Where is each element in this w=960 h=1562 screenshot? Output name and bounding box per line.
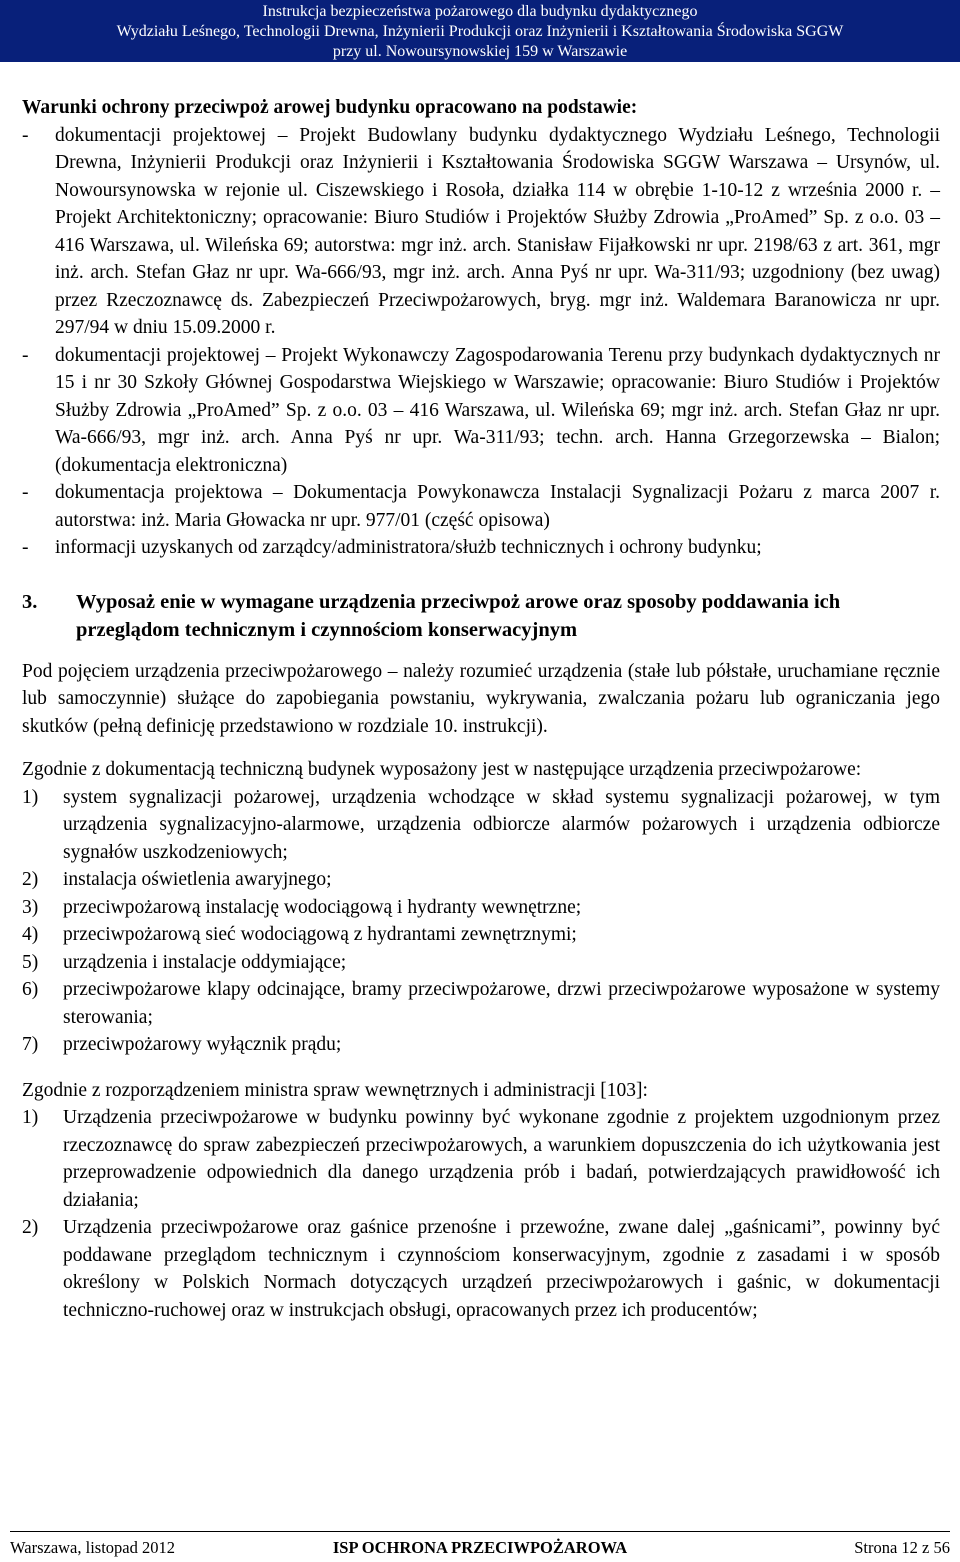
- header-faculty-line: Wydziału Leśnego, Technologii Drewna, Inżynierii Produkcji oraz Inżynierii i Kształtowania Środowiska SGGW: [116, 23, 844, 40]
- equipment-text: urządzenia i instalacje oddymiające;: [63, 951, 347, 973]
- list-marker: 5): [22, 951, 39, 973]
- list-marker: -: [22, 537, 29, 558]
- sources-list: [22, 122, 940, 562]
- source-text: informacji uzyskanych od zarządcy/administratora/służb technicznych i ochrony budynku;: [55, 537, 762, 558]
- section-3-heading: [22, 588, 940, 644]
- page-header: [0, 0, 960, 62]
- source-text: dokumentacji projektowej – Projekt Wykonawczy Zagospodarowania Terenu przy budynkach dydaktycznych nr 15 i nr 30 Szkoły Głównej Gospodarstwa Wiejskiego w Warszawie; opracowanie: Biuro Studiów i Projektów Służby Zdrowia „ProAmed” Sp. z o.o. 03 – 416 Warszawa, ul. Wileńska 69; mgr inż. arch. Stefan Głaz nr upr. Wa-666/93, mgr inż. arch. Anna Pyś nr upr. Wa-311/93; techn. arch. Hanna Grzegorzewska – Bialon; (dokumentacja elektroniczna): [55, 344, 940, 476]
- equipment-item: [22, 894, 940, 922]
- list-marker: 3): [22, 896, 39, 918]
- source-text: dokumentacji projektowej – Projekt Budowlany budynku dydaktycznego Wydziału Leśnego, Technologii Drewna, Inżynierii Produkcji oraz Inżynierii i Kształtowania Środowiska SGGW Warszawa – Ursynów, ul. Nowoursynowska w rejonie ul. Ciszewskiego i Rosoła, działka 114 w obrębie 1-10-12 z września 2000 r. – Projekt Architektoniczny; opracowanie: Biuro Studiów i Projektów Służby Zdrowia „ProAmed” Sp. z o.o. 03 – 416 Warszawa, ul. Wileńska 69; autorstwa: mgr inż. arch. Stanisław Fijałkowski nr upr. 2198/63 z art. 361, mgr inż. arch. Stefan Głaz nr upr. Wa-666/93, mgr inż. arch. Anna Pyś nr upr. Wa-311/93; uzgodniony (bez uwag) przez Rzeczoznawcę ds. Zabezpieczeń Przeciwpożarowych, bryg. mgr inż. Waldemara Baranowicza nr upr. 297/94 w dniu 15.09.2000 r.: [55, 124, 940, 338]
- equipment-item: [22, 921, 940, 949]
- regulation-intro: Zgodnie z rozporządzeniem ministra spraw wewnętrznych i administracji [103]:: [22, 1079, 648, 1101]
- page-footer: [10, 1531, 950, 1562]
- list-marker: 2): [22, 1217, 39, 1238]
- equipment-text: przeciwpożarową instalację wodociągową i hydranty wewnętrzne;: [63, 896, 582, 918]
- section-3-body: [22, 658, 940, 1325]
- list-marker: 4): [22, 924, 39, 945]
- equipment-text: przeciwpożarowe klapy odcinające, bramy przeciwpożarowe, drzwi przeciwpożarowe wyposażone w systemy sterowania;: [63, 979, 940, 1028]
- source-item: [22, 342, 940, 480]
- footer-document-title: ISP OCHRONA PRZECIWPOŻAROWA: [332, 1538, 628, 1557]
- definition-paragraph: Pod pojęciem urządzenia przeciwpożarowego – należy rozumieć urządzenia (stałe lub półstałe, uruchamiane ręcznie lub samoczynnie) służące do zapobiegania powstaniu, wykrywania, zwalczania pożaru lub ograniczania jego skutków (pełną definicję przedstawiono w rozdziale 10. instrukcji).: [22, 660, 940, 737]
- list-marker: -: [22, 124, 29, 146]
- equipment-item: [22, 1031, 940, 1059]
- list-marker: 1): [22, 1107, 39, 1128]
- list-marker: 6): [22, 979, 39, 1000]
- regulation-text: Urządzenia przeciwpożarowe w budynku powinny być wykonane zgodnie z projektem uzgodnionym przez rzeczoznawcę do spraw zabezpieczeń przeciwpożarowych, a warunkiem dopuszczenia do ich użytkowania jest przeprowadzenie odpowiednich dla danego urządzenia prób i badań, potwierdzających prawidłowość ich działania;: [63, 1107, 940, 1211]
- equipment-text: przeciwpożarową sieć wodociągową z hydrantami zewnętrznymi;: [63, 924, 577, 945]
- regulation-item: [22, 1214, 940, 1324]
- regulation-text: Urządzenia przeciwpożarowe oraz gaśnice przenośne i przewoźne, zwane dalej „gaśnicami”, powinny być poddawane przeglądom technicznym i czynnościom konserwacyjnym, zgodnie z zasadami i w sposób określony w Polskich Normach dotyczących urządzeń przeciwpożarowych i gaśnic, w dokumentacji techniczno-ruchowej oraz w instrukcjach obsługi, opracowanych przez ich producentów;: [63, 1217, 940, 1321]
- equipment-intro: Zgodnie z dokumentacją techniczną budynek wyposażony jest w następujące urządzenia przeciwpożarowe:: [22, 759, 862, 780]
- list-marker: -: [22, 344, 29, 366]
- equipment-item: [22, 976, 940, 1031]
- equipment-text: przeciwpożarowy wyłącznik prądu;: [63, 1034, 342, 1055]
- footer-date: Warszawa, listopad 2012: [10, 1538, 175, 1557]
- source-item: [22, 479, 940, 534]
- header-address-line: przy ul. Nowoursynowskiej 159 w Warszawie: [332, 43, 628, 60]
- equipment-item: [22, 949, 940, 977]
- source-item: [22, 122, 940, 342]
- list-marker: 1): [22, 786, 39, 808]
- equipment-list: [22, 784, 940, 1059]
- sources-heading: Warunki ochrony przeciwpoż arowej budynku opracowano na podstawie:: [22, 97, 638, 118]
- equipment-text: system sygnalizacji pożarowej, urządzenia wchodzące w skład systemu sygnalizacji pożarowej, w tym urządzenia sygnalizacyjno-alarmowe, urządzenia odbiorcze alarmów pożarowych i urządzenia odbiorcze sygnałów uszkodzeniowych;: [63, 786, 940, 863]
- header-title-line: Instrukcja bezpieczeństwa pożarowego dla budynku dydaktycznego: [262, 3, 698, 20]
- footer-page-number: Strona 12 z 56: [854, 1538, 950, 1557]
- source-item: [22, 534, 940, 562]
- equipment-item: [22, 784, 940, 867]
- regulation-item: [22, 1104, 940, 1214]
- equipment-item: [22, 866, 940, 894]
- equipment-text: instalacja oświetlenia awaryjnego;: [63, 869, 332, 890]
- section-number: 3.: [22, 590, 38, 613]
- regulation-list: [22, 1104, 940, 1324]
- list-marker: 2): [22, 869, 39, 890]
- source-text: dokumentacja projektowa – Dokumentacja Powykonawcza Instalacji Sygnalizacji Pożaru z marca 2007 r. autorstwa: inż. Maria Głowacka nr upr. 977/01 (część opisowa): [55, 482, 940, 531]
- section-title: Wyposaż enie w wymagane urządzenia przeciwpoż arowe oraz sposoby poddawania ich przeglądom technicznym i czynnościom konserwacyjnym: [76, 590, 841, 641]
- document-body: [22, 94, 940, 1324]
- list-marker: 7): [22, 1034, 39, 1055]
- list-marker: -: [22, 482, 29, 503]
